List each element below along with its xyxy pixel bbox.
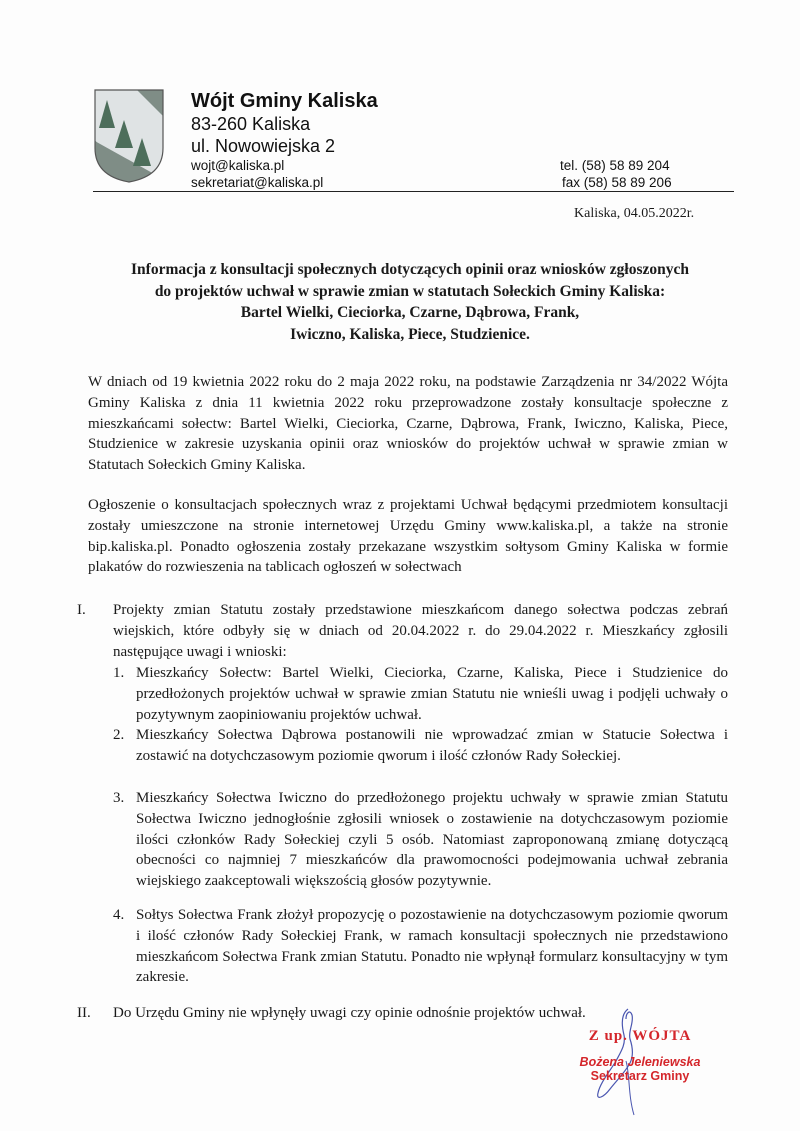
section-text: Projekty zmian Statutu zostały przedstawione mieszkańcom danego sołectwa podczas zebrań wiejskich, które odbyły się w dniach od 20.04.2022 r. do 29.04.2022 r. Mieszkańcy zgłosili następujące uwagi i wnioski: <box>113 602 728 660</box>
list-item-text: Mieszkańcy Sołectwa Iwiczno do przedłożonego projektu uchwały w sprawie zmian Statutu Sołectwa Iwiczno jednogłośnie zgłosili wniosek o zostawienie na dotychczasowym poziomie ilości członków Rady Sołeckiej czyli 5 osób. Natomiast zaproponowaną zmianę dotyczącą obecności co najmniej 7 mieszkańców dla prawomocności podejmowania uchwał zebrania wiejskiego zaakceptowali większością głosów pozytywnie. <box>136 790 728 890</box>
list-item-text: Sołtys Sołectwa Frank złożył propozycję o pozostawienie na dotychczasowym poziomie qworum i ilość członów Rady Sołeckiej Frank, w ramach konsultacji społecznych nie przedstawiono mieszkańcom Sołectwa Frank zmian Statutu. Ponadto nie wpłynął formularz konsultacyjny w tym zakresie. <box>136 907 728 986</box>
street-address: ul. Nowowiejska 2 <box>191 136 336 156</box>
phone-number: tel. (58) 58 89 204 <box>560 158 670 173</box>
list-item-number: 2. <box>113 727 125 743</box>
list-item <box>113 788 728 892</box>
list-item <box>113 725 728 767</box>
document-date: Kaliska, 04.05.2022r. <box>574 206 695 221</box>
section-number: II. <box>77 1005 91 1021</box>
title-line: Informacja z konsultacji społecznych dotyczących opinii oraz wniosków zgłoszonych <box>131 261 689 278</box>
intro-paragraph: W dniach od 19 kwietnia 2022 roku do 2 maja 2022 roku, na podstawie Zarządzenia nr 34/2022 Wójta Gminy Kaliska z dnia 11 kwietnia 2022 roku przeprowadzone zostały konsultacje społeczne z mieszkańcami sołectw: Bartel Wielki, Cieciorka, Czarne, Dąbrowa, Frank, Iwiczno, Kaliska, Piece, Studzienice w zakresie uzyskania opinii oraz wniosków do projektów uchwał w sprawie zmian w Statutach Sołeckich Gminy Kaliska. <box>88 374 728 474</box>
announcement-paragraph: Ogłoszenie o konsultacjach społecznych wraz z projektami Uchwał będącymi przedmiotem konsultacji zostały umieszczone na stronie internetowej Urzędu Gminy www.kaliska.pl, a także na stronie bip.kaliska.pl. Ponadto ogłoszenia zostały przekazane wszystkim sołtysom Gminy Kaliska w formie plakatów do rozwieszenia na tablicach ogłoszeń w sołectwach <box>88 497 728 576</box>
list-item-number: 3. <box>113 790 125 806</box>
postal-address: 83-260 Kaliska <box>191 114 311 134</box>
title-line: Iwiczno, Kaliska, Piece, Studzienice. <box>290 325 530 343</box>
section-number: I. <box>77 602 86 618</box>
stamp-signatory-name: Bożena Jeleniewska <box>579 1055 701 1069</box>
list-item-number: 1. <box>113 665 125 681</box>
coat-of-arms-icon <box>93 88 165 184</box>
list-item-number: 4. <box>113 907 125 923</box>
title-line: do projektów uchwał w sprawie zmian w statutach Sołeckich Gminy Kaliska: <box>154 282 666 300</box>
stamp-signatory-role: Sekretarz Gminy <box>590 1069 690 1083</box>
header-divider <box>93 191 734 192</box>
section-text: Do Urzędu Gminy nie wpłynęły uwagi czy opinie odnośnie projektów uchwał. <box>113 1005 586 1021</box>
list-item <box>113 663 728 725</box>
fax-number: fax (58) 58 89 206 <box>562 175 672 190</box>
official-stamp <box>565 1028 715 1083</box>
list-item <box>113 905 728 988</box>
list-item-text: Mieszkańcy Sołectwa Dąbrowa postanowili nie wprowadzać zmian w Statucie Sołectwa i zostawić na dotychczasowym poziomie qworum i ilość członów Rady Sołeckiej. <box>136 727 728 764</box>
document-title <box>80 259 740 345</box>
list-item-text: Mieszkańcy Sołectw: Bartel Wielki, Cieciorka, Czarne, Kaliska, Piece i Studzienice do przedłożonych projektów uchwał w sprawie zmian Statutu nie wnieśli uwag i podjęli uchwały o pozytywnym zaopiniowaniu projektów uchwał. <box>136 665 728 723</box>
office-name: Wójt Gminy Kaliska <box>191 90 378 112</box>
email-wojt[interactable]: wojt@kaliska.pl <box>191 158 285 173</box>
title-line: Bartel Wielki, Cieciorka, Czarne, Dąbrowa, Frank, <box>240 304 580 321</box>
email-secretariat[interactable]: sekretariat@kaliska.pl <box>191 175 324 190</box>
stamp-title: Z up. WÓJTA <box>588 1028 692 1044</box>
